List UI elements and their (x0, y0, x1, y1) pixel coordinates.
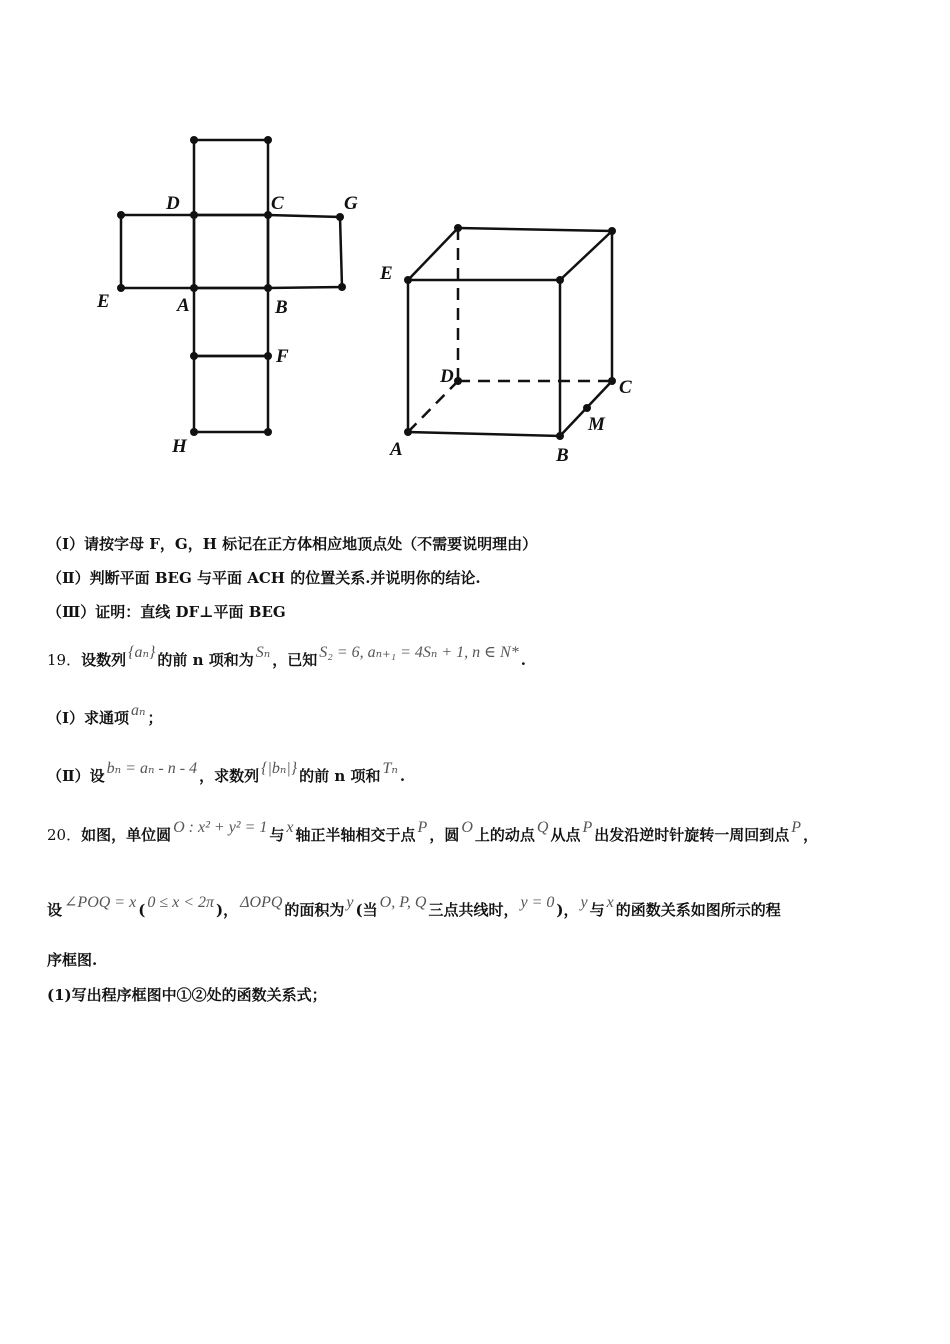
q19-math-seq: {aₙ} (128, 644, 156, 661)
cube-net-figure (121, 140, 342, 432)
q20-stem-line3: 序框图. (47, 951, 98, 969)
q20-math-angle: ∠POQ = x (64, 894, 137, 911)
q18-part2: （Ⅱ）判断平面 BEG 与平面 ACH 的位置关系.并说明你的结论. (47, 569, 481, 587)
net-label-c: C (271, 193, 284, 214)
q20-math-circle: O : x² + y² = 1 (173, 819, 268, 836)
q19-math-bn: bₙ = aₙ - n - 4 (106, 760, 198, 777)
q19-math-sn: Sₙ (255, 644, 271, 661)
cube-label-b: B (556, 445, 569, 466)
q20-math-triangle: ΔOPQ (240, 894, 283, 911)
q19-part1: （Ⅰ）求通项 aₙ ； (47, 702, 163, 727)
cube-front-face (408, 280, 560, 436)
net-label-a: A (177, 295, 190, 316)
net-label-g: G (344, 193, 358, 214)
net-vertices (117, 136, 346, 436)
q19-math-condition: S₂ = 6, aₙ₊₁ = 4Sₙ + 1, n ∈ N* (319, 644, 519, 661)
geometry-figures (0, 0, 950, 500)
cube-label-a: A (390, 439, 403, 460)
q19-number: 19． (47, 651, 82, 669)
net-square-top (194, 140, 268, 215)
cube-label-d: D (440, 366, 454, 387)
q18-part1: （Ⅰ）请按字母 F，G，H 标记在正方体相应地顶点处（不需要说明理由） (47, 535, 538, 553)
cube-label-c: C (619, 377, 632, 398)
cube-label-m: M (588, 414, 605, 435)
net-square-left (121, 215, 194, 288)
net-label-b: B (275, 297, 288, 318)
q20-number: 20． (47, 826, 82, 844)
net-square-right (268, 215, 342, 288)
q18-part3: （Ⅲ）证明：直线 DF⊥平面 BEG (47, 603, 286, 621)
q19-stem: 19．设数列 {aₙ} 的前 n 项和为 Sₙ ，已知 S₂ = 6, aₙ₊₁ = 4Sₙ + 1, n ∈ N* . (47, 644, 526, 669)
net-label-d: D (166, 193, 180, 214)
q20-math-range: 0 ≤ x < 2π (147, 894, 215, 911)
q20-sub1: (1)写出程序框图中①②处的函数关系式； (47, 986, 327, 1004)
cube-figure (408, 228, 612, 436)
q19-math-tn: Tₙ (382, 760, 398, 777)
q20-stem-line2: 设 ∠POQ = x ( 0 ≤ x < 2π )， ΔOPQ 的面积为 y (当 O, P, Q 三点共线时， y = 0 )， y 与 x 的函数关系如图所示的程 (47, 894, 781, 919)
q19-part2: （Ⅱ）设 bₙ = aₙ - n - 4 ，求数列 {|bₙ|} 的前 n 项和 Tₙ . (47, 760, 406, 785)
net-square-center (194, 215, 268, 288)
cube-label-e: E (380, 263, 393, 284)
q20-stem-line1: 20．如图，单位圆 O : x² + y² = 1 与 x 轴正半轴相交于点 P ，圆 O 上的动点 Q 从点 P 出发沿逆时针旋转一周回到点 P ， (47, 819, 819, 844)
net-label-f: F (276, 346, 289, 367)
net-label-h: H (172, 436, 187, 457)
net-square-bottom (194, 356, 268, 432)
q19-math-abs-bn: {|bₙ|} (261, 760, 298, 777)
net-label-e: E (97, 291, 110, 312)
net-square-lower (194, 288, 268, 356)
q19-math-an: aₙ (131, 702, 146, 719)
